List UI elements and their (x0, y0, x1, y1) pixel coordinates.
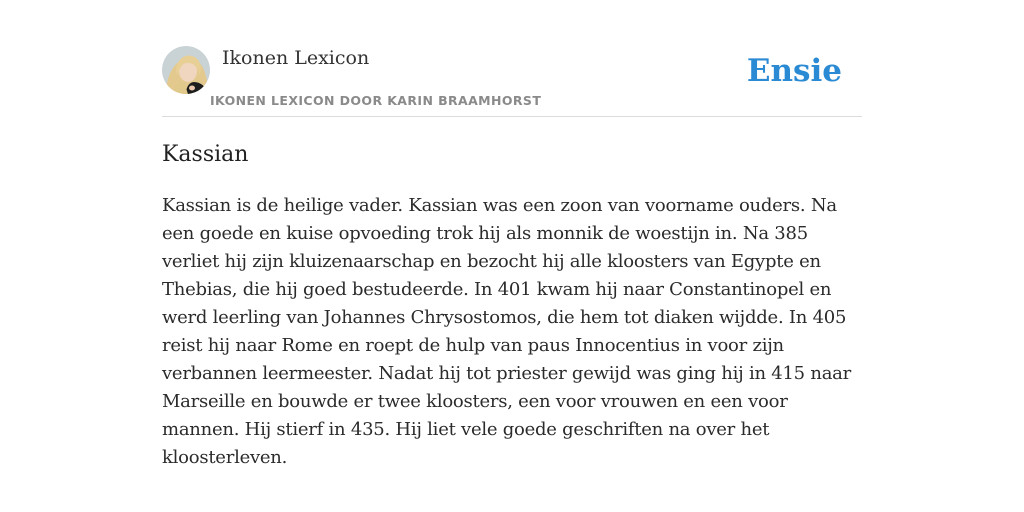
ensie-logo[interactable]: Ensie (746, 53, 842, 89)
lexicon-subtitle: IKONEN LEXICON DOOR KARIN BRAAMHORST (210, 93, 542, 108)
entry-body: Kassian is de heilige vader. Kassian was een zoon van voorname ouders. Na een goede en kuise opvoeding trok hij als monnik de woestijn in. Na 385 verliet hij zijn kluizenaarschap en bezocht hij alle kloosters van Egypte en Thebias, die hij goed bestudeerde. In 401 kwam hij naar Constantinopel en werd leerling van Johannes Chrysostomos, die hem tot diaken wijdde. In 405 reist hij naar Rome en roept de hulp van paus Innocentius in voor zijn verbannen leermeester. Nadat hij tot priester gewijd was ging hij in 415 naar Marseille en bouwde er twee kloosters, een voor vrouwen en een voor mannen. Hij stierf in 435. Hij liet vele goede geschriften na over het kloosterleven. (162, 195, 852, 468)
author-avatar[interactable] (162, 46, 210, 94)
author-portrait-icon (162, 46, 210, 94)
header (162, 44, 862, 117)
entry-title: Kassian (162, 142, 249, 167)
lexicon-title[interactable]: Ikonen Lexicon (222, 47, 370, 69)
